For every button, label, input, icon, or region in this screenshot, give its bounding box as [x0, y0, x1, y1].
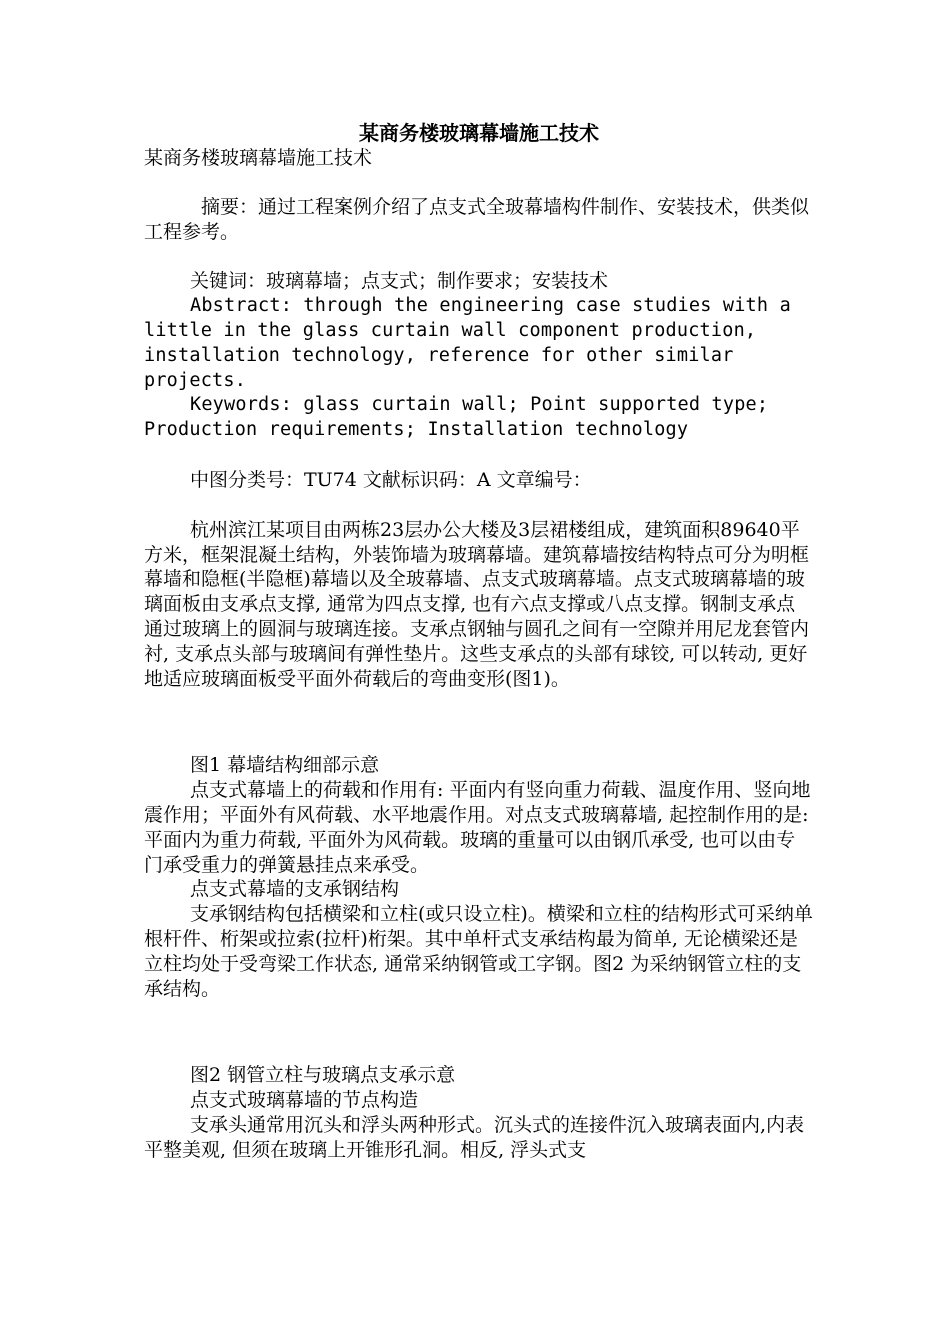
document-title: 某商务楼玻璃幕墙施工技术 — [359, 121, 599, 145]
spacer — [144, 244, 814, 269]
figure-1-placeholder — [144, 691, 814, 753]
document-page — [144, 120, 814, 1163]
abstract-cn: 摘要：通过工程案例介绍了点支式全玻幕墙构件制作、安装技术，供类似工程参考。 — [144, 195, 810, 243]
classification-line: 中图分类号：TU74 文献标识码：A 文章编号： — [190, 468, 592, 491]
keywords-en: Keywords: glass curtain wall; Point supported type; Production requirements; Installation technology — [144, 394, 769, 441]
body-paragraph-1: 杭州滨江某项目由两栋23层办公大楼及3层裙楼组成，建筑面积89640平方米，框架混凝土结构，外装饰墙为玻璃幕墙。建筑幕墙按结构特点可分为明框幕墙和隐框(半隐框)幕墙以及全玻幕墙、点支式玻璃幕墙。点支式玻璃幕墙的玻璃面板由支承点支撑, 通常为四点支撑, 也有六点支撑或八点支撑。钢制支承点通过玻璃上的圆洞与玻璃连接。支承点钢轴与圆孔之间有一空隙并用尼龙套管内衬, 支承点头部与玻璃间有弹性垫片。这些支承点的头部有球铰, 可以转动, 更好地适应玻璃面板受平面外荷载后的弯曲变形(图1)。 — [144, 518, 810, 690]
keywords-cn: 关键词：玻璃幕墙；点支式；制作要求；安装技术 — [190, 270, 609, 293]
figure-2-placeholder — [144, 1001, 814, 1063]
figure-2-caption: 图2 钢管立柱与玻璃点支承示意 — [190, 1064, 456, 1087]
body-paragraph-2: 点支式幕墙上的荷载和作用有: 平面内有竖向重力荷载、温度作用、竖向地震作用；平面外有风荷载、水平地震作用。对点支式玻璃幕墙, 起控制作用的是: 平面内为重力荷载, 平面外为风荷载。玻璃的重量可以由钢爪承受, 也可以由专门承受重力的弹簧悬挂点来承受。 — [144, 779, 811, 876]
abstract-en: Abstract: through the engineering case studies with a little in the glass curtain wall component production, installation technology, reference for other similar projects. — [144, 295, 791, 391]
section-heading-2: 点支式玻璃幕墙的节点构造 — [190, 1089, 419, 1112]
figure-1-caption: 图1 幕墙结构细部示意 — [190, 754, 380, 777]
section-heading-1: 点支式幕墙的支承钢结构 — [190, 878, 400, 901]
spacer — [144, 443, 814, 468]
spacer — [144, 171, 814, 195]
spacer — [144, 493, 814, 518]
body-paragraph-4: 支承头通常用沉头和浮头两种形式。沉头式的连接件沉入玻璃表面内,内表平整美观, 但须在玻璃上开锥形孔洞。相反, 浮头式支 — [144, 1113, 805, 1161]
document-subtitle: 某商务楼玻璃幕墙施工技术 — [144, 147, 373, 169]
body-paragraph-3: 支承钢结构包括横梁和立柱(或只设立柱)。横梁和立柱的结构形式可采纳单根杆件、桁架或拉索(拉杆)桁架。其中单杆式支承结构最为简单, 无论横梁还是立柱均处于受弯梁工作状态, 通常采纳钢管或工字钢。图2 为采纳钢管立柱的支承结构。 — [144, 903, 813, 1000]
